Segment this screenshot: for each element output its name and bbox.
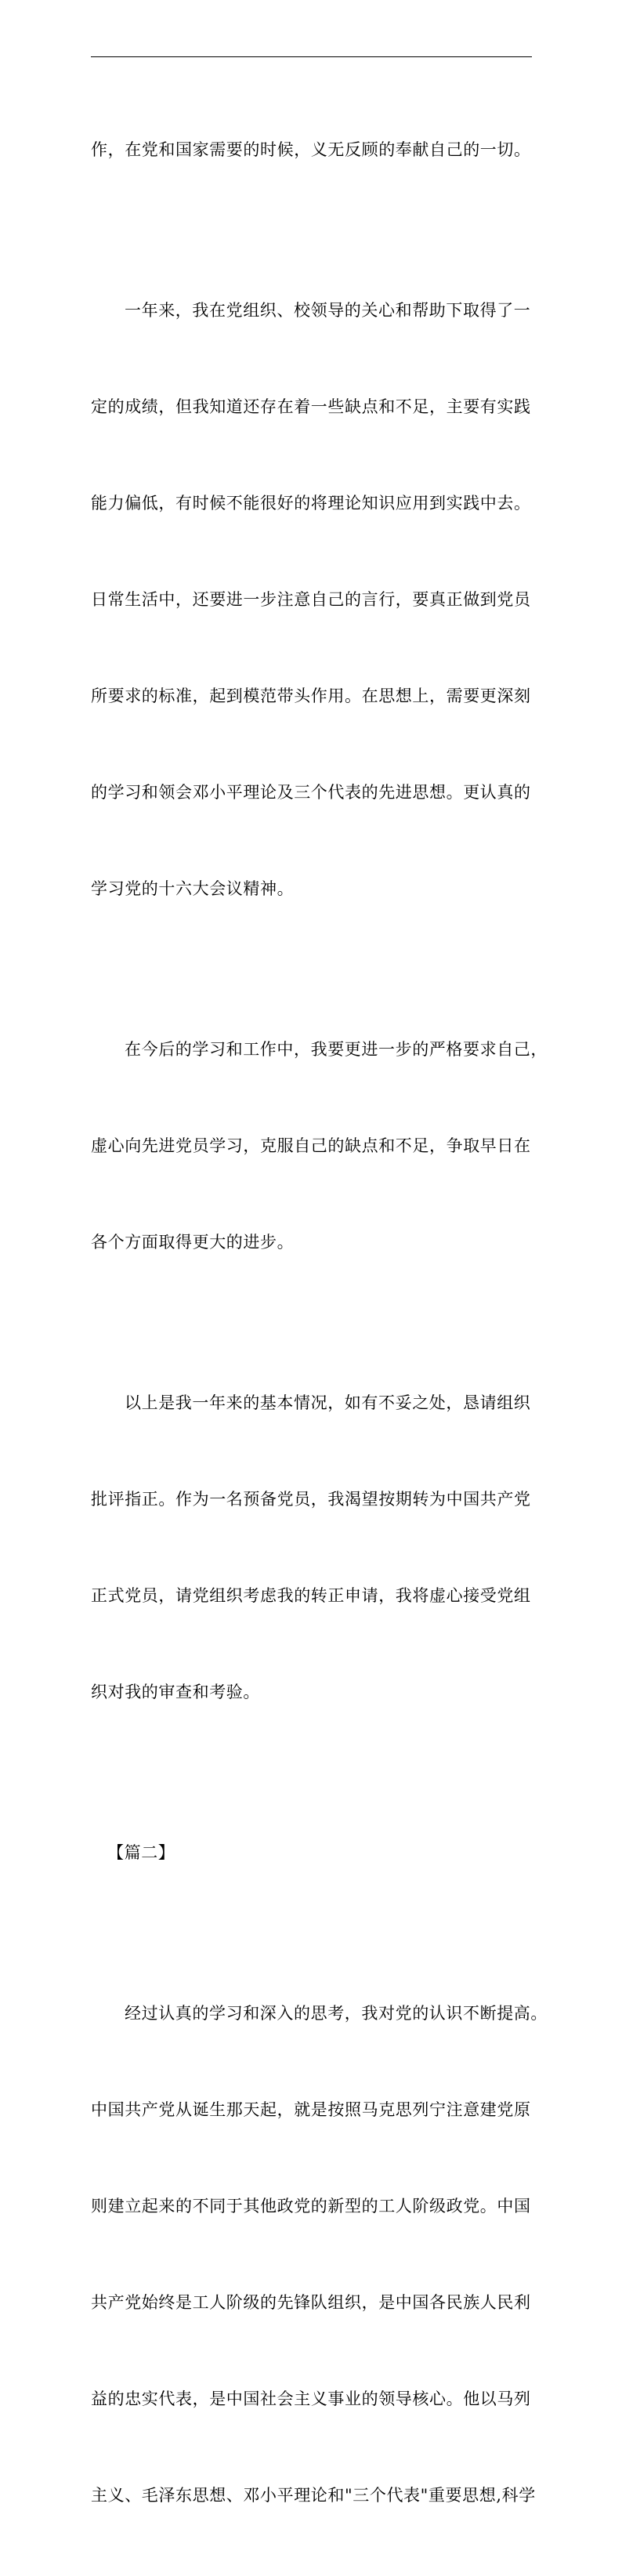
text-line: 中国共产党从诞生那天起，就是按照马克思列宁注意建党原: [91, 2100, 531, 2119]
text-line: 学习党的十六大会议精神。: [91, 879, 295, 898]
paragraph-closing-request: [91, 1323, 537, 1773]
text-line: 一年来，我在党组织、校领导的关心和帮助下取得了一: [125, 301, 531, 320]
paragraph-future-goals: [91, 969, 548, 1323]
text-line: 各个方面取得更大的进步。: [91, 1233, 295, 1252]
text-line: 所要求的标准，起到模范带头作用。在思想上，需要更深刻: [91, 687, 531, 705]
text-line: 作，在党和国家需要的时候，义无反顾的奉献自己的一切。: [91, 140, 531, 159]
text-line: 益的忠实代表，是中国社会主义事业的领导核心。他以马列: [91, 2389, 531, 2408]
text-line: 则建立起来的不同于其他政党的新型的工人阶级政党。中国: [91, 2197, 531, 2216]
text-line: 的学习和领会邓小平理论及三个代表的先进思想。更认真的: [91, 783, 531, 802]
text-line: 以上是我一年来的基本情况，如有不妥之处，恳请组织: [125, 1393, 531, 1412]
text-line: 定的成绩，但我知道还存在着一些缺点和不足，主要有实践: [91, 397, 531, 416]
text-line: 日常生活中，还要进一步注意自己的言行，要真正做到党员: [91, 590, 531, 609]
section-heading-text: 【篇二】: [107, 1843, 175, 1862]
text-line: 在今后的学习和工作中，我要更进一步的严格要求自己，: [125, 1040, 548, 1059]
paragraph-party-understanding: [91, 1933, 548, 2576]
paragraph-continuation: [91, 70, 537, 230]
text-line: 虚心向先进党员学习，克服自己的缺点和不足，争取早日在: [91, 1136, 531, 1155]
section-heading: [91, 1773, 537, 1933]
text-line: 共产党始终是工人阶级的先锋队组织，是中国各民族人民利: [91, 2293, 531, 2312]
text-line: 正式党员，请党组织考虑我的转正申请，我将虚心接受党组: [91, 1586, 531, 1605]
text-line: 织对我的审查和考验。: [91, 1683, 260, 1701]
text-line: 批评指正。作为一名预备党员，我渴望按期转为中国共产党: [91, 1490, 531, 1509]
text-line: 主义、毛泽东思想、邓小平理论和"三个代表"重要思想,科学: [91, 2486, 536, 2505]
paragraph-one-year-summary: [91, 230, 537, 969]
document-body: [91, 70, 548, 2576]
text-line: 经过认真的学习和深入的思考，我对党的认识不断提高。: [125, 2004, 548, 2023]
text-line: 能力偏低，有时候不能很好的将理论知识应用到实践中去。: [91, 494, 531, 513]
header-rule: [91, 56, 532, 57]
